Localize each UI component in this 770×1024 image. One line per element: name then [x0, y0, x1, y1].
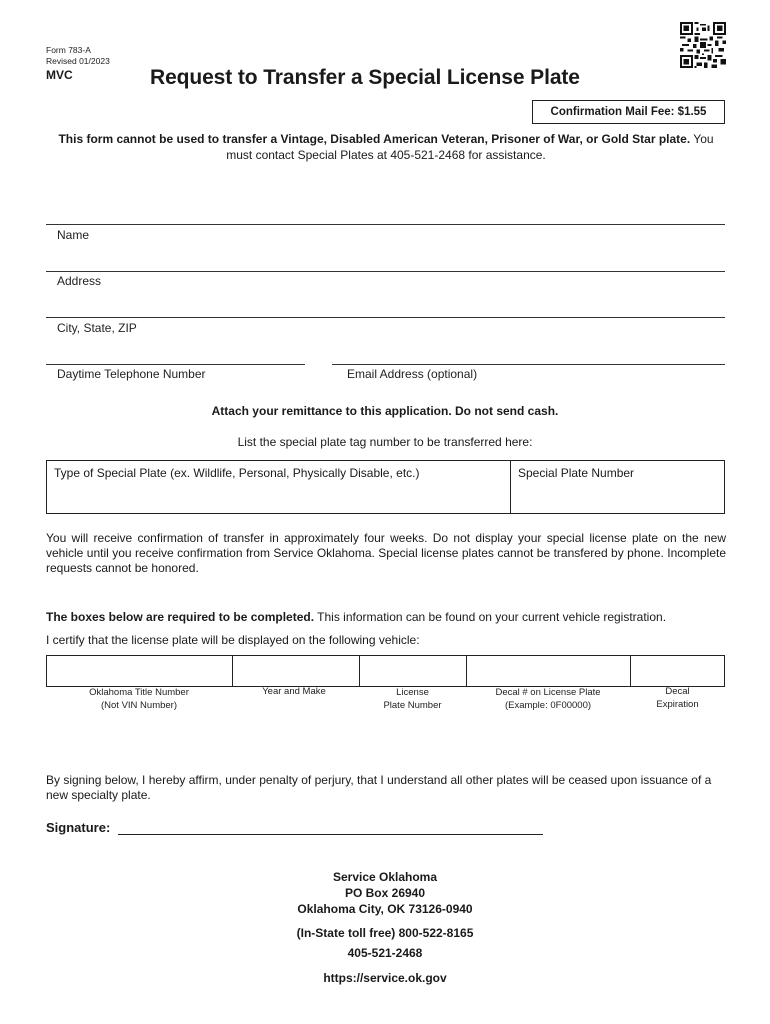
license-plate-label-line1: License	[396, 687, 429, 698]
restriction-notice	[46, 131, 726, 163]
po-box: PO Box 26940	[344, 886, 426, 900]
plate-type-label: Type of Special Plate (ex. Wildlife, Personal, Physically Disable, etc.)	[54, 466, 420, 480]
decal-number-label-line2: (Example: 0F00000)	[504, 699, 592, 711]
decal-expiration-field[interactable]	[631, 656, 724, 686]
email-label: Email Address (optional)	[347, 367, 478, 381]
license-plate-label-line2: Plate Number	[383, 699, 442, 711]
special-plate-table	[46, 460, 725, 514]
website-link[interactable]: https://service.ok.gov	[323, 971, 447, 985]
plate-number-field[interactable]	[511, 461, 724, 513]
year-make-field[interactable]	[233, 656, 360, 686]
fee-box: Confirmation Mail Fee: $1.55	[532, 100, 725, 124]
year-make-label: Year and Make	[262, 686, 326, 697]
address-field[interactable]	[46, 271, 725, 272]
phone-number: 405-521-2468	[347, 946, 423, 960]
decal-number-field[interactable]	[467, 656, 631, 686]
name-field[interactable]	[46, 224, 725, 225]
revised-date: Revised 01/2023	[46, 56, 110, 66]
list-instruction: List the special plate tag number to be transferred here:	[237, 435, 533, 449]
form-number-block	[46, 45, 110, 67]
toll-free-number: (In-State toll free) 800-522-8165	[296, 926, 474, 940]
plate-number-label: Special Plate Number	[518, 466, 635, 480]
vehicle-table	[46, 655, 725, 687]
title-number-label-line1: Oklahoma Title Number	[89, 687, 189, 698]
affirmation-statement: By signing below, I hereby affirm, under penalty of perjury, that I understand all other plates will be ceased upon issuance of a new specialty plate.	[46, 773, 712, 802]
required-normal: This information can be found on your current vehicle registration.	[314, 610, 667, 624]
decal-number-label	[466, 687, 630, 712]
phone-field[interactable]	[46, 364, 305, 365]
plate-type-field[interactable]	[47, 461, 511, 513]
phone-label: Daytime Telephone Number	[57, 367, 206, 381]
agency-code: MVC	[46, 68, 73, 82]
form-number: Form 783-A	[46, 45, 91, 55]
signature-label: Signature:	[46, 820, 111, 835]
city-state-zip-label: City, State, ZIP	[57, 321, 137, 335]
name-label: Name	[57, 228, 90, 242]
notice-contact: You must contact Special Plates at 405-521-2468 for assistance.	[226, 132, 714, 162]
decal-expiration-label-line2: Expiration	[656, 698, 699, 710]
address-label: Address	[57, 274, 102, 288]
page-title: Request to Transfer a Special License Plate	[150, 66, 580, 89]
org-name: Service Oklahoma	[332, 870, 438, 884]
qr-code-icon	[680, 22, 726, 68]
email-field[interactable]	[332, 364, 725, 365]
decal-expiration-label-line1: Decal	[665, 686, 690, 697]
mailing-address	[0, 869, 770, 917]
city-zip: Oklahoma City, OK 73126-0940	[297, 902, 473, 916]
title-number-label	[46, 687, 232, 712]
remittance-notice: Attach your remittance to this application. Do not send cash.	[211, 404, 559, 418]
decal-number-label-line1: Decal # on License Plate	[495, 687, 601, 698]
license-plate-label	[359, 687, 466, 712]
signature-field[interactable]	[118, 834, 543, 835]
title-number-label-line2: (Not VIN Number)	[100, 699, 177, 711]
city-state-zip-field[interactable]	[46, 317, 725, 318]
confirmation-paragraph: You will receive confirmation of transfer in approximately four weeks. Do not display your special license plate on the new vehicle until you receive confirmation from Service Oklahoma. Special license plates cannot be transfered by phone. Incomplete requests cannot be honored.	[46, 531, 726, 575]
title-number-field[interactable]	[47, 656, 233, 686]
required-notice	[46, 610, 726, 625]
required-bold: The boxes below are required to be completed.	[46, 610, 315, 624]
notice-bold: This form cannot be used to transfer a Vintage, Disabled American Veteran, Prisoner of War, or Gold Star plate.	[58, 132, 691, 146]
certify-statement: I certify that the license plate will be displayed on the following vehicle:	[46, 633, 420, 647]
license-plate-field[interactable]	[360, 656, 467, 686]
decal-expiration-label	[630, 686, 725, 711]
